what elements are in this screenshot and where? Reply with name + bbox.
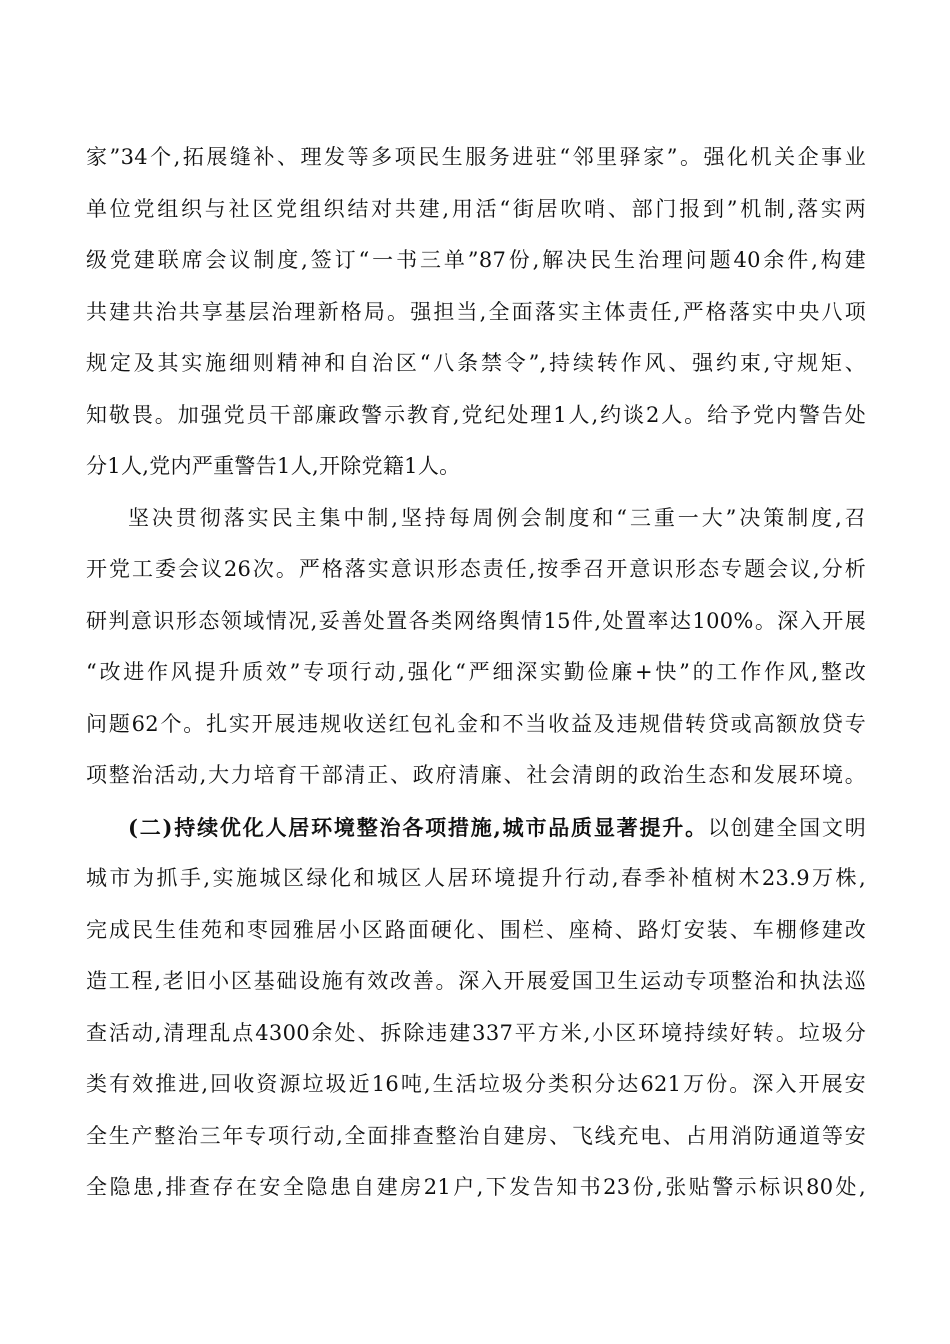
paragraph-1-line-2: 单位党组织与社区党组织结对共建,用活“街居吹哨、部门报到”机制,落实两 [86,196,866,221]
paragraph-3-line-1 [86,802,866,854]
paragraph-3-line-6: 类有效推进,回收资源垃圾近16吨,生活垃圾分类积分达621万份。深入开展安 [86,1072,866,1096]
paragraph-1-line-7: 分1人,党内严重警告1人,开除党籍1人。 [86,454,461,478]
paragraph-1-line-5: 规定及其实施细则精神和自治区“八条禁令”,持续转作风、强约束,守规矩、 [86,351,866,375]
paragraph-2-line-4: “改进作风提升质效”专项行动,强化“严细深实勤俭廉+快”的工作作风,整改 [86,660,866,684]
paragraph-1-line-4: 共建共治共享基层治理新格局。强担当,全面落实主体责任,严格落实中央八项 [86,299,866,324]
paragraph-2-line-1: 坚决贯彻落实民主集中制,坚持每周例会制度和“三重一大”决策制度,召 [128,505,866,530]
paragraph-2-line-3: 研判意识形态领域情况,妥善处置各类网络舆情15件,处置率达100%。深入开展 [86,608,866,633]
paragraph-3-line-5: 查活动,清理乱点4300余处、拆除违建337平方米,小区环境持续好转。垃圾分 [86,1020,866,1045]
paragraph-3-line-1-rest: 以创建全国文明 [707,815,866,840]
paragraph-3-line-8: 全隐患,排查存在安全隐患自建房21户,下发告知书23份,张贴警示标识80处, [86,1175,866,1199]
document-body [86,132,866,1214]
paragraph-3-line-4: 造工程,老旧小区基础设施有效改善。深入开展爱国卫生运动专项整治和执法巡 [86,969,866,993]
paragraph-1-line-6: 知敬畏。加强党员干部廉政警示教育,党纪处理1人,约谈2人。给予党内警告处 [86,402,866,427]
paragraph-1-line-1: 家”34个,拓展缝补、理发等多项民生服务进驻“邻里驿家”。强化机关企事业 [86,145,866,169]
paragraph-3-line-3: 完成民生佳苑和枣园雅居小区路面硬化、围栏、座椅、路灯安装、车棚修建改 [86,917,866,942]
paragraph-3-line-7: 全生产整治三年专项行动,全面排查整治自建房、飞线充电、占用消防通道等安 [86,1123,866,1148]
paragraph-1-line-3: 级党建联席会议制度,签订“一书三单”87份,解决民生治理问题40余件,构建 [86,248,866,272]
section-heading: (二)持续优化人居环境整治各项措施,城市品质显著提升。 [128,814,708,840]
paragraph-2-line-5: 问题62个。扎实开展违规收送红包礼金和不当收益及违规借转贷或高额放贷专 [86,711,866,736]
paragraph-2-line-6: 项整治活动,大力培育干部清正、政府清廉、社会清朗的政治生态和发展环境。 [86,763,866,787]
paragraph-3-line-2: 城市为抓手,实施城区绿化和城区人居环境提升行动,春季补植树木23.9万株, [86,866,866,890]
paragraph-2-line-2: 开党工委会议26次。严格落实意识形态责任,按季召开意识形态专题会议,分析 [86,557,866,581]
